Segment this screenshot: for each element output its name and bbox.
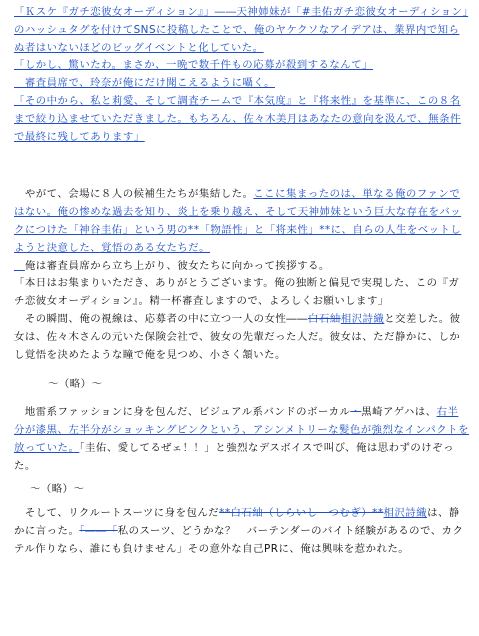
text-run-deleted: 「――「	[79, 524, 118, 537]
text-run-inserted: 相沢詩織	[340, 312, 385, 325]
spacer	[14, 146, 469, 186]
paragraph: 「その中から、私と莉愛、そして調査チームで『本気度』と『将来性』を基準に、この８名まで絞り込ませていただきました。もちろん、佐々木美月はあなたの意向を汲んで、無条件で最終に残してあります」	[14, 94, 461, 143]
text-run: 黒崎アゲハは、	[361, 406, 437, 419]
text-run-deleted: **白石紬（しらいし つむぎ）**	[219, 507, 384, 520]
omission-marker: ～（略）～	[30, 483, 85, 496]
paragraph: 「本日はお集まりいただき、ありがとうございます。俺の独断と偏見で実現した、この『ガチ恋彼女オーディション』。精一杯審査しますので、よろしくお願いします」	[14, 277, 460, 308]
text-run-highlight: ここに集まったのは、単なる俺のファンではない。俺の惨めな過去を知り、炎上を乗り越え、そして天神姉妹という巨大な存在をバックにつけた「神谷圭佑」という男の**「物語性」と「将来性」**に、自らの人生をベットしようと決意した、覚悟のある女たちだ。	[14, 188, 462, 254]
paragraph	[14, 258, 469, 276]
text-run: その瞬間、俺の視線は、応募者の中に立つ一人の女性――	[14, 312, 309, 325]
text-run-highlight: 右半分が漆黒、左半分がショッキングピンクという、アシンメトリーな髪色が強烈なインパクトを放っていた。	[14, 406, 469, 454]
text-run-highlight	[14, 260, 25, 272]
paragraph	[14, 404, 469, 475]
text-run: は、静かに言った。	[14, 507, 460, 537]
text-run: 「圭佑、愛してるぜェ！！」と強烈なデスボイスで叫び、俺は思わずのけぞった。	[14, 441, 454, 472]
text-run: 地雷系ファッションに身を包んだ、ビジュアル系バンドのボーカル	[14, 406, 351, 419]
omission-marker: ～（略）～	[48, 378, 103, 391]
text-run: 私のスーツ、どうかな？ バーテンダーのバイト経験があるので、カクテル作りなら、誰にも負けません」その意外な自己PRに、俺は興味を惹かれた。	[14, 524, 464, 555]
text-run-inserted: 相沢詩織	[383, 507, 428, 520]
paragraph	[14, 505, 469, 558]
paragraph	[14, 186, 469, 257]
text-run-deleted: 白石紬	[308, 312, 341, 325]
paragraph: 「しかし、驚いたわ。まさか、一晩で数千件もの応募が殺到するなんて」	[14, 59, 373, 72]
paragraph: 審査員席で、玲奈が俺にだけ聞こえるように囁く。	[14, 77, 275, 90]
text-run: やがて、会場に８人の候補生たちが集結した。	[14, 188, 254, 201]
text-run-deleted: ・	[350, 406, 362, 419]
text-run: と交差した。彼女は、佐々木さんの元いた保険会社で、彼女の先輩だった人だ。彼女は、ただ静かに、しかし覚悟を決めたような瞳で俺を見つめ、小さく頷いた。	[14, 312, 461, 361]
text-run: そして、リクルートスーツに身を包んだ	[14, 507, 220, 520]
document-body	[14, 4, 469, 559]
text-run: 俺は審査員席から立ち上がり、彼女たちに向かって挨拶する。	[24, 259, 330, 272]
paragraph: 「Ｋスケ『ガチ恋彼女オーディション』」――天神姉妹が「#圭佑ガチ恋彼女オーディション」のハッシュタグを付けてSNSに投稿したことで、俺のヤケクソなアイデアは、業界内で知らぬ者はいないほどのビッグイベントと化していた。	[14, 6, 469, 54]
paragraph	[14, 311, 469, 364]
